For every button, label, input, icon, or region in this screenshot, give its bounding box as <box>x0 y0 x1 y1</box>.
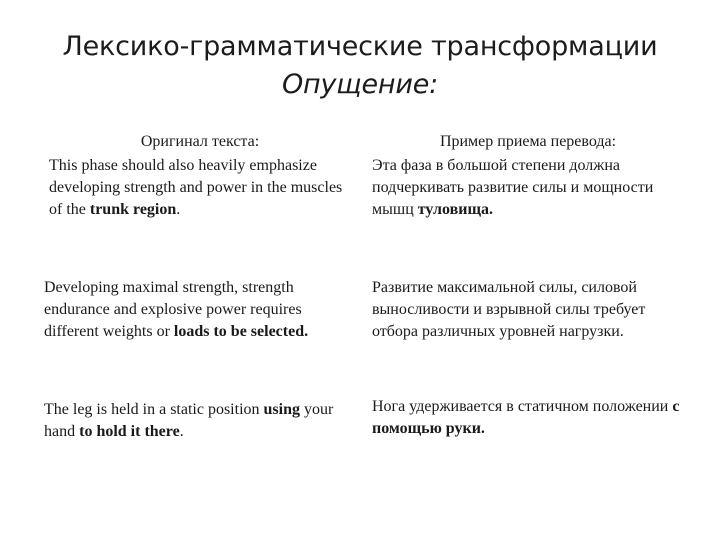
row-1-original-tail: . <box>176 201 181 218</box>
row-1-original-text: This phase should also heavily emphasize developing strength and power in the muscles of the <box>49 157 343 218</box>
row-3-translation <box>372 396 682 440</box>
row-3-translation-text: Нога удерживается в статичном положении <box>372 398 673 415</box>
row-3-original-tail: . <box>179 423 184 440</box>
row-3-original-text: The leg is held in a static position <box>44 401 264 418</box>
row-1-translation <box>372 155 682 221</box>
row-3-original-bold-2: to hold it there <box>79 423 180 440</box>
translation-column-header: Пример приема перевода: <box>439 133 617 150</box>
original-column-header: Оригинал текста: <box>140 133 260 150</box>
row-3-translation-bold: с помощью руки. <box>372 398 680 437</box>
slide-title: Лексико-грамматические трансформации <box>62 31 658 62</box>
row-3-original-bold-1: using <box>263 401 300 418</box>
row-1-translation-text: Эта фаза в большой степени должна подчеркивать развитие силы и мощности мышц <box>372 157 654 218</box>
row-2-translation <box>372 277 682 343</box>
row-1-translation-bold: туловища. <box>417 201 493 218</box>
row-2-original <box>44 277 354 343</box>
row-3-original-mid: your hand <box>44 401 334 440</box>
row-2-original-text: Developing maximal strength, strength endurance and explosive power requires different weights or <box>44 279 302 340</box>
row-3-original <box>44 399 354 443</box>
row-1-original-bold: trunk region <box>89 201 177 218</box>
slide-subtitle: Опущение: <box>281 69 439 100</box>
row-2-translation-text: Развитие максимальной силы, силовой выносливости и взрывной силы требует отбора различных уровней нагрузки. <box>372 279 646 340</box>
row-2-original-bold: loads to be selected. <box>173 323 309 340</box>
row-1-original <box>44 155 359 221</box>
slide-title-block <box>0 28 720 104</box>
